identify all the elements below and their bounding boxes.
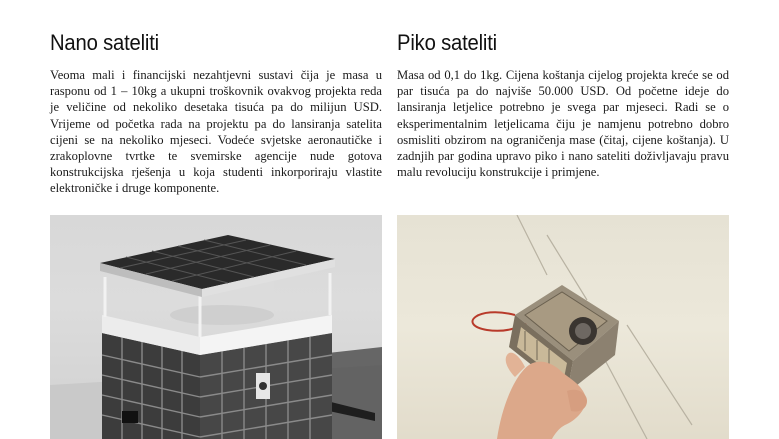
pico-satellites-paragraph: Masa od 0,1 do 1kg. Cijena koštanja cijelog projekta kreće se od par tisuća pa do najviše 50.000 USD. Od početne ideje do lansiranja letjelice potrebno je svega par mjeseci. Radi se o eksperimentalnim letjelicama čiju je namjenu potrebno dobro osmisliti obzirom na ograničenja mase (čitaj, cijene koštanja). U zadnjih par godina upravo piko i nano sateliti doživljavaju pravu malu revoluciju konstrukcije i primjene. bbox=[397, 68, 729, 180]
nano-satellites-paragraph: Veoma mali i financijski nezahtjevni sustavi čija je masa u rasponu od 1 – 10kg a ukupni troškovnik ovakvog projekta reda je veličine od nekoliko desetaka tisuća pa do milijun USD. Vrijeme od početka rada na projektu pa do lansiranja satelita cijeni se na nekoliko mjeseci. Vodeće svjetske aeronautičke i zrakoplovne tvrtke te svemirske agencije nude gotova konstrukcijska rješenja u koja studenti inkorporiraju vlastite elektroničke i druge komponente. bbox=[50, 68, 382, 196]
nano-satellite-render-icon bbox=[50, 215, 382, 439]
pico-satellite-in-hand-icon bbox=[397, 215, 729, 439]
pico-satellite-image bbox=[397, 215, 729, 439]
pico-satellites-heading: Piko sateliti bbox=[397, 30, 497, 55]
nano-satellites-heading: Nano sateliti bbox=[50, 30, 159, 55]
nano-satellite-image bbox=[50, 215, 382, 439]
